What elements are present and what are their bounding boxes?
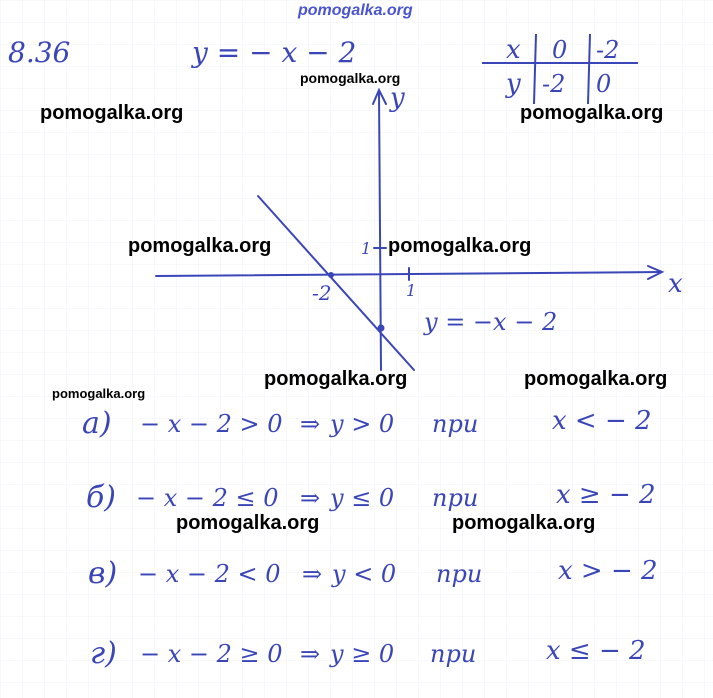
implies-arrow: ⇒	[300, 410, 321, 438]
answer-word: при	[432, 410, 479, 438]
implies-arrow: ⇒	[302, 560, 323, 588]
table-x-value-1: 0	[552, 36, 568, 64]
answer-inequality: − x − 2 ≥ 0	[140, 640, 283, 668]
answer-letter: г)	[90, 636, 117, 671]
answer-x-condition: x > − 2	[558, 556, 658, 586]
answer-x-condition: x < − 2	[552, 406, 652, 436]
implies-arrow: ⇒	[300, 484, 321, 512]
watermark: pomogalka.org	[524, 368, 668, 390]
table-x-value-2: -2	[596, 36, 620, 64]
table-x-label: x	[506, 35, 521, 65]
answer-inequality: − x − 2 < 0	[138, 560, 281, 588]
answer-y-condition: y ≤ 0	[330, 484, 395, 512]
y-axis-label: y	[390, 83, 405, 113]
watermark: pomogalka.org	[520, 102, 664, 124]
table-y-label: y	[506, 69, 521, 99]
watermark: pomogalka.org	[52, 386, 146, 401]
watermark: pomogalka.org	[388, 235, 532, 257]
watermark: pomogalka.org	[300, 70, 401, 86]
implies-arrow: ⇒	[300, 640, 321, 668]
answer-letter: б)	[86, 480, 117, 515]
answer-y-condition: y ≥ 0	[330, 640, 395, 668]
answer-inequality: − x − 2 ≤ 0	[136, 484, 279, 512]
graph-line-label: y = −x − 2	[424, 308, 558, 336]
answer-word: при	[432, 484, 479, 512]
answer-inequality: − x − 2 > 0	[140, 410, 283, 438]
table-y-value-1: -2	[542, 70, 566, 98]
watermark: pomogalka.org	[128, 235, 272, 257]
answer-word: при	[430, 640, 477, 668]
answer-letter: в)	[88, 556, 118, 591]
answer-y-condition: y < 0	[332, 560, 397, 588]
problem-equation: y = − x − 2	[192, 36, 357, 69]
x-axis-label: x	[668, 269, 683, 299]
answer-letter: а)	[82, 406, 112, 441]
table-y-value-2: 0	[596, 70, 612, 98]
tick-label-x-1: 1	[406, 281, 417, 300]
point-y-intercept	[378, 325, 385, 332]
answer-x-condition: x ≥ − 2	[556, 480, 656, 510]
tick-label-y-1: 1	[361, 239, 372, 258]
problem-number: 8.36	[8, 36, 71, 69]
answer-word: при	[436, 560, 483, 588]
graph-line	[258, 196, 417, 370]
watermark: pomogalka.org	[40, 102, 184, 124]
answer-y-condition: y > 0	[330, 410, 395, 438]
watermark: pomogalka.org	[264, 368, 408, 390]
tick-label-x-neg2: -2	[312, 281, 332, 305]
watermark: pomogalka.org	[452, 512, 596, 534]
answer-x-condition: x ≤ − 2	[546, 636, 646, 666]
watermark-top: pomogalka.org	[298, 2, 413, 19]
watermark: pomogalka.org	[176, 512, 320, 534]
point-x-intercept	[328, 272, 334, 278]
